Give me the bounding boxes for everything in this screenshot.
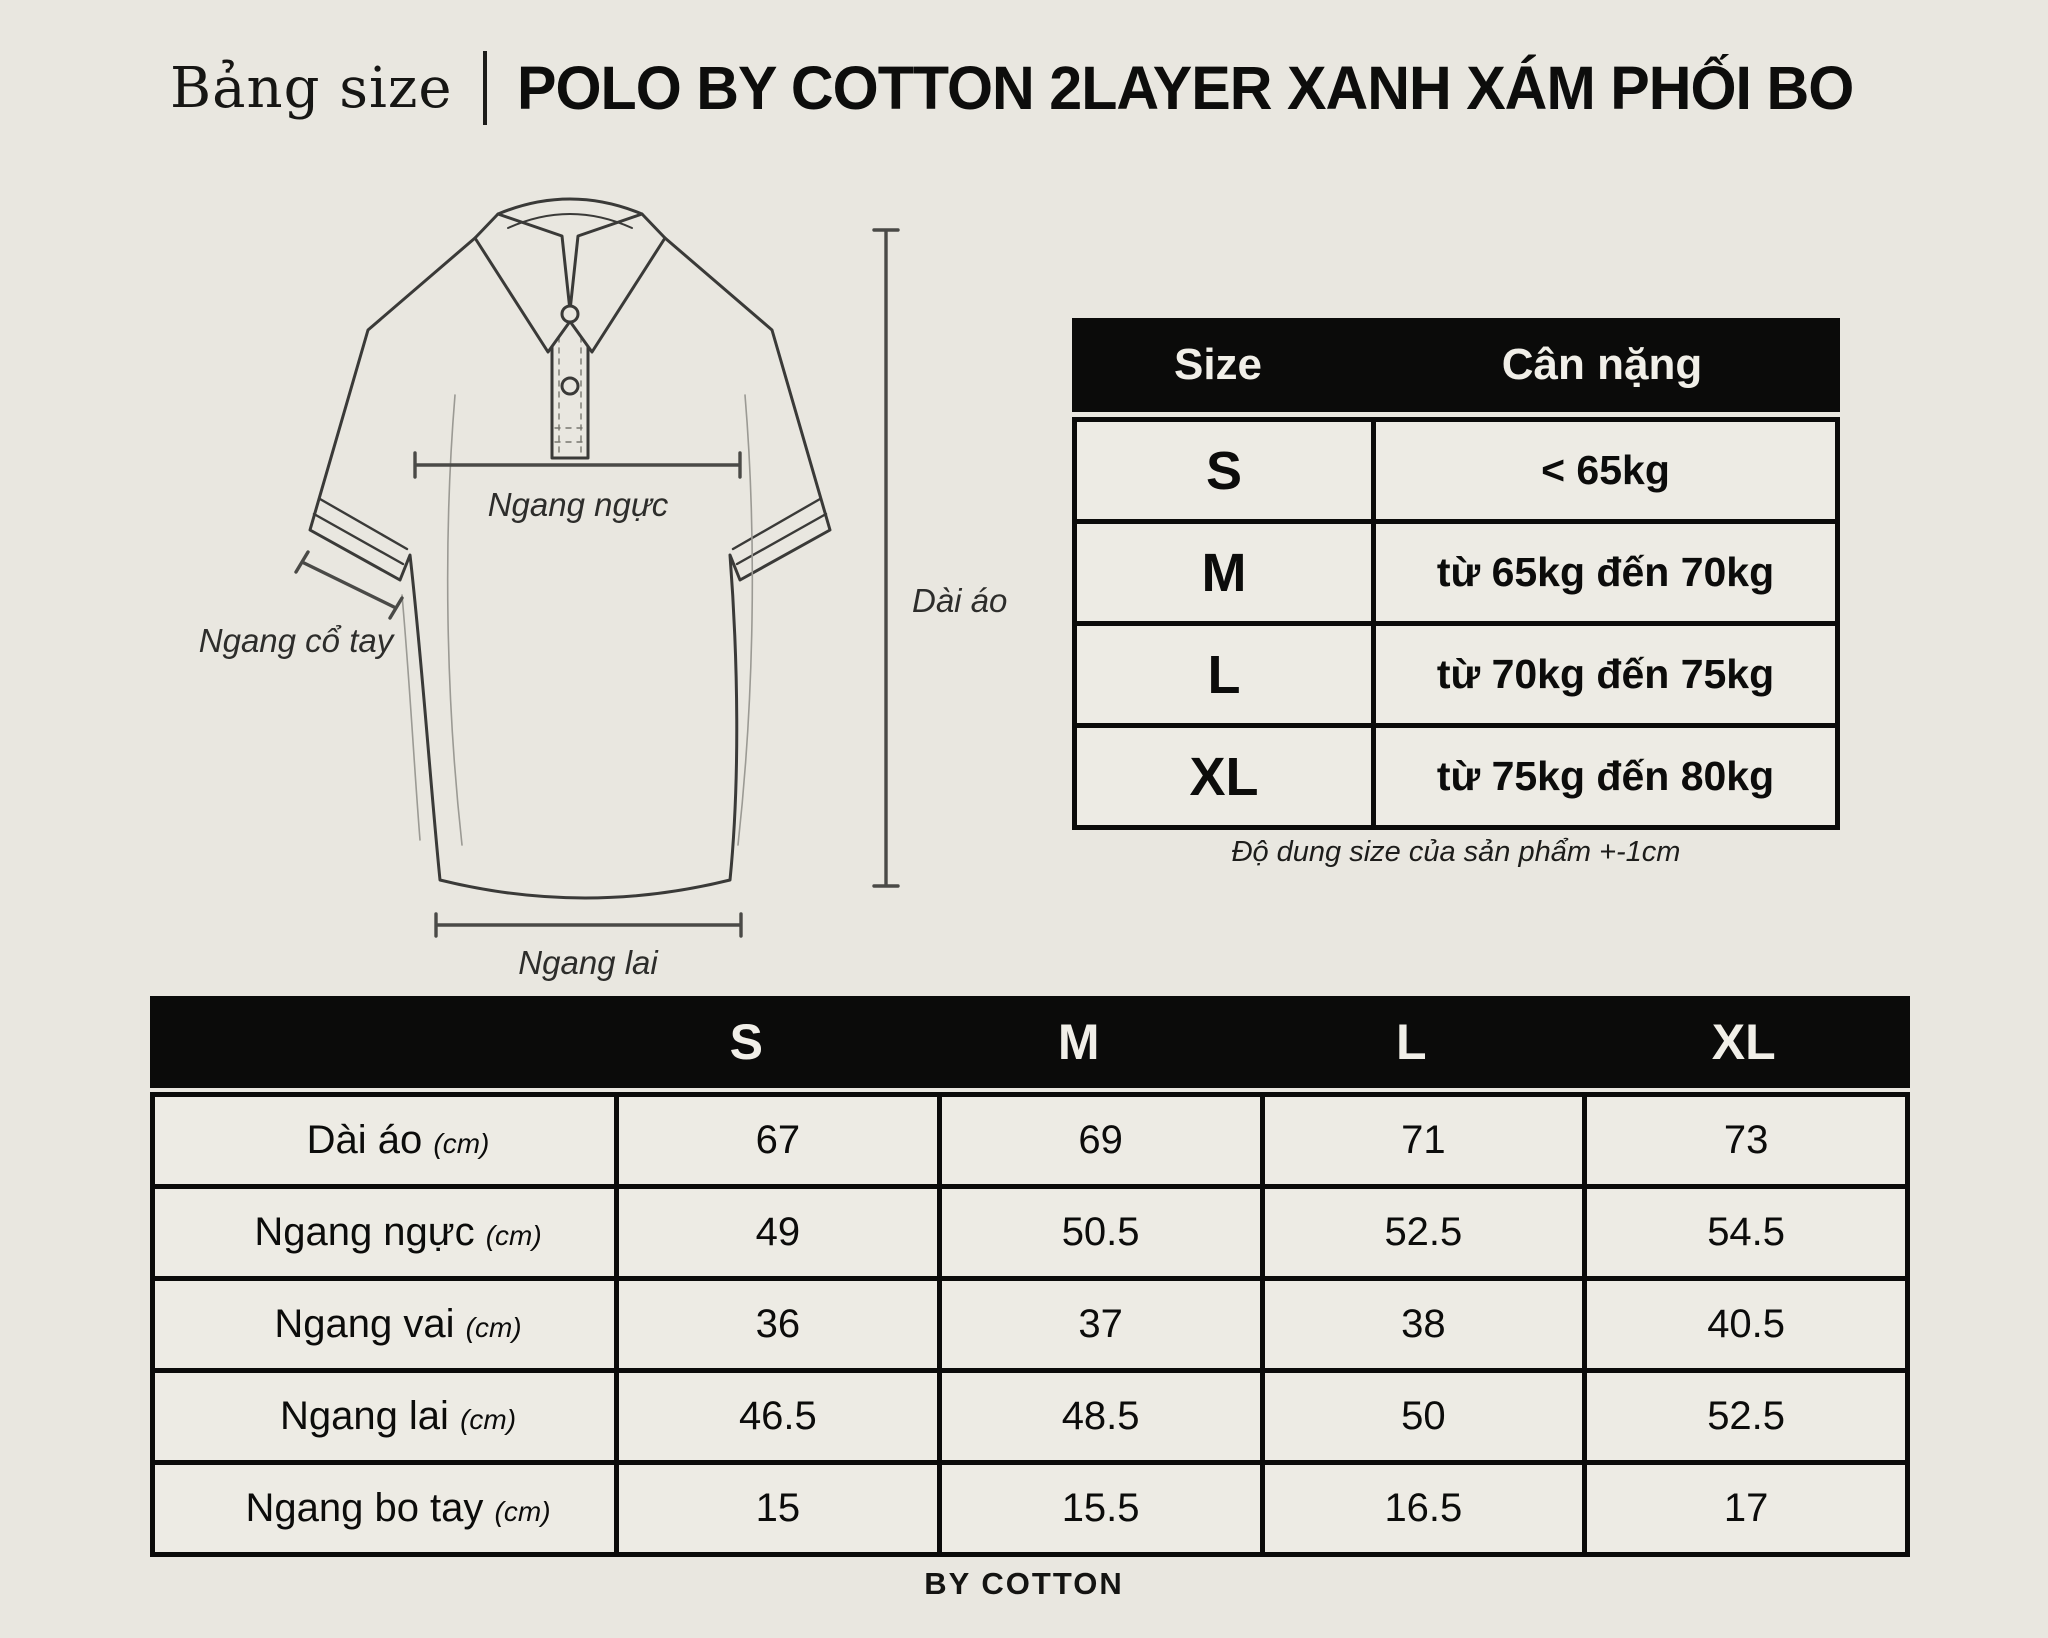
value-cell: 38 [1262,1279,1585,1371]
table-row [153,1187,1908,1279]
weight-row-size: M [1075,522,1374,624]
value-cell: 69 [939,1095,1262,1187]
weight-table-header-weight: Cân nặng [1501,340,1703,389]
row-label-text: Ngang lai [279,1394,449,1438]
weight-row-value: < 65kg [1374,420,1838,522]
row-label-text: Ngang ngực [254,1210,475,1254]
weight-row-value: từ 70kg đến 75kg [1374,624,1838,726]
value-cell: 49 [617,1187,940,1279]
value-cell: 54.5 [1585,1187,1908,1279]
product-title: POLO BY COTTON 2LAYER XANH XÁM PHỐI BO [516,54,1853,122]
value-cell: 73 [1585,1095,1908,1187]
size-tolerance-note: Độ dung size của sản phẩm +-1cm [1231,836,1681,868]
value-cell: 40.5 [1585,1279,1908,1371]
row-label [153,1187,617,1279]
button-lower [562,378,578,394]
measurement-table [150,996,1910,1557]
table-row [153,1463,1908,1555]
weight-row-size: S [1075,420,1374,522]
value-cell: 48.5 [939,1371,1262,1463]
value-cell: 67 [617,1095,940,1187]
row-unit: (cm) [460,1404,517,1435]
weight-row-size: L [1075,624,1374,726]
row-unit: (cm) [465,1312,522,1343]
row-label-text: Dài áo [306,1118,423,1162]
weight-row [1075,522,1838,624]
table-row [153,1371,1908,1463]
cuff-measure-line [296,552,402,618]
page-header [170,42,1894,134]
row-label [153,1463,617,1555]
value-cell: 52.5 [1585,1371,1908,1463]
row-unit: (cm) [494,1496,551,1527]
column-header-l: L [1395,1014,1427,1070]
row-label [153,1095,617,1187]
weight-row-value: từ 65kg đến 70kg [1374,522,1838,624]
title-divider [483,51,487,125]
table-row [153,1095,1908,1187]
row-unit: (cm) [485,1220,542,1251]
value-cell: 15.5 [939,1463,1262,1555]
right-cuff-trim [733,499,826,564]
page-title-serif: Bảng size [170,55,453,121]
row-label-text: Ngang bo tay [245,1486,484,1530]
value-cell: 50 [1262,1371,1585,1463]
weight-row-size: XL [1075,726,1374,828]
value-cell: 52.5 [1262,1187,1585,1279]
weight-row [1075,726,1838,828]
table-row [153,1279,1908,1371]
polo-shirt-diagram [150,140,1060,990]
column-header-m: M [1057,1014,1100,1070]
collar-left-flap [475,214,571,352]
row-label [153,1279,617,1371]
weight-table [1072,318,1840,830]
left-cuff-trim [314,499,407,564]
weight-table-header-size: Size [1173,340,1263,389]
value-cell: 50.5 [939,1187,1262,1279]
collar-right-flap [569,214,665,352]
brand-footer: BY COTTON [924,1566,1124,1601]
measurement-table-header [150,996,1910,1088]
weight-row-value: từ 75kg đến 80kg [1374,726,1838,828]
row-label-text: Ngang vai [274,1302,455,1346]
row-label [153,1371,617,1463]
value-cell: 17 [1585,1463,1908,1555]
value-cell: 15 [617,1463,940,1555]
value-cell: 37 [939,1279,1262,1371]
length-measure-line [874,230,898,886]
weight-table-header [1072,318,1840,412]
crease-left [448,395,462,845]
collar-band [498,199,642,214]
column-header-s: S [729,1014,763,1070]
row-unit: (cm) [433,1128,490,1159]
value-cell: 36 [617,1279,940,1371]
value-cell: 71 [1262,1095,1585,1187]
hem-measure-line [436,914,741,936]
weight-row [1075,420,1838,522]
hem-measure-label: Ngang lai [518,944,658,981]
value-cell: 46.5 [617,1371,940,1463]
length-measure-label: Dài áo [912,582,1008,619]
weight-row [1075,624,1838,726]
button-top [562,306,578,322]
value-cell: 16.5 [1262,1463,1585,1555]
chest-measure-label: Ngang ngực [487,486,669,523]
cuff-measure-label: Ngang cổ tay [198,622,394,659]
column-header-xl: XL [1711,1014,1776,1070]
